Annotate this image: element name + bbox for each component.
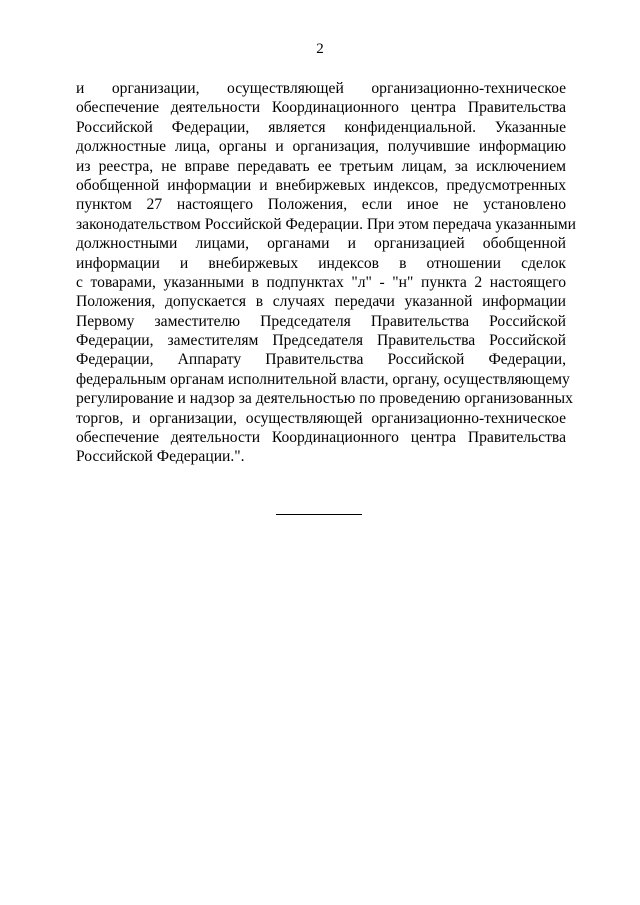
text-line: регулирование и надзор за деятельностью по проведению организованных <box>76 390 573 408</box>
text-line: обеспечение деятельности Координационного центра Правительства <box>76 429 566 447</box>
document-body <box>76 79 576 467</box>
text-line: торгов, и организации, осуществляющей организационно-техническое <box>76 409 566 427</box>
text-line: из реестра, не вправе передавать ее третьим лицам, за исключением <box>76 157 566 175</box>
text-line: федеральным органам исполнительной власти, органу, осуществляющему <box>76 370 570 388</box>
text-line: Федерации, Аппарату Правительства Российской Федерации, <box>76 351 566 369</box>
text-line: законодательством Российской Федерации. При этом передача указанными <box>76 215 576 233</box>
text-line: обобщенной информации и внебиржевых индексов, предусмотренных <box>76 176 566 194</box>
text-line: Федерации, заместителям Председателя Правительства Российской <box>76 332 566 350</box>
text-line: Российской Федерации.". <box>76 448 245 466</box>
text-line: пунктом 27 настоящего Положения, если иное не установлено <box>76 196 566 214</box>
text-line: обеспечение деятельности Координационного центра Правительства <box>76 99 566 117</box>
end-separator-line <box>276 514 362 515</box>
text-line: должностные лица, органы и организация, получившие информацию <box>76 138 566 156</box>
text-line: должностными лицами, органами и организацией обобщенной <box>76 235 566 253</box>
text-line: с товарами, указанными в подпунктах "л" - "н" пункта 2 настоящего <box>76 273 566 291</box>
text-line: и организации, осуществляющей организационно-техническое <box>76 80 566 97</box>
text-line: Положения, допускается в случаях передачи указанной информации <box>76 293 566 311</box>
page-number: 2 <box>316 41 324 57</box>
text-line: информации и внебиржевых индексов в отношении сделок <box>76 254 566 272</box>
text-line: Первому заместителю Председателя Правительства Российской <box>76 312 566 330</box>
text-line: Российской Федерации, является конфиденциальной. Указанные <box>76 118 566 136</box>
